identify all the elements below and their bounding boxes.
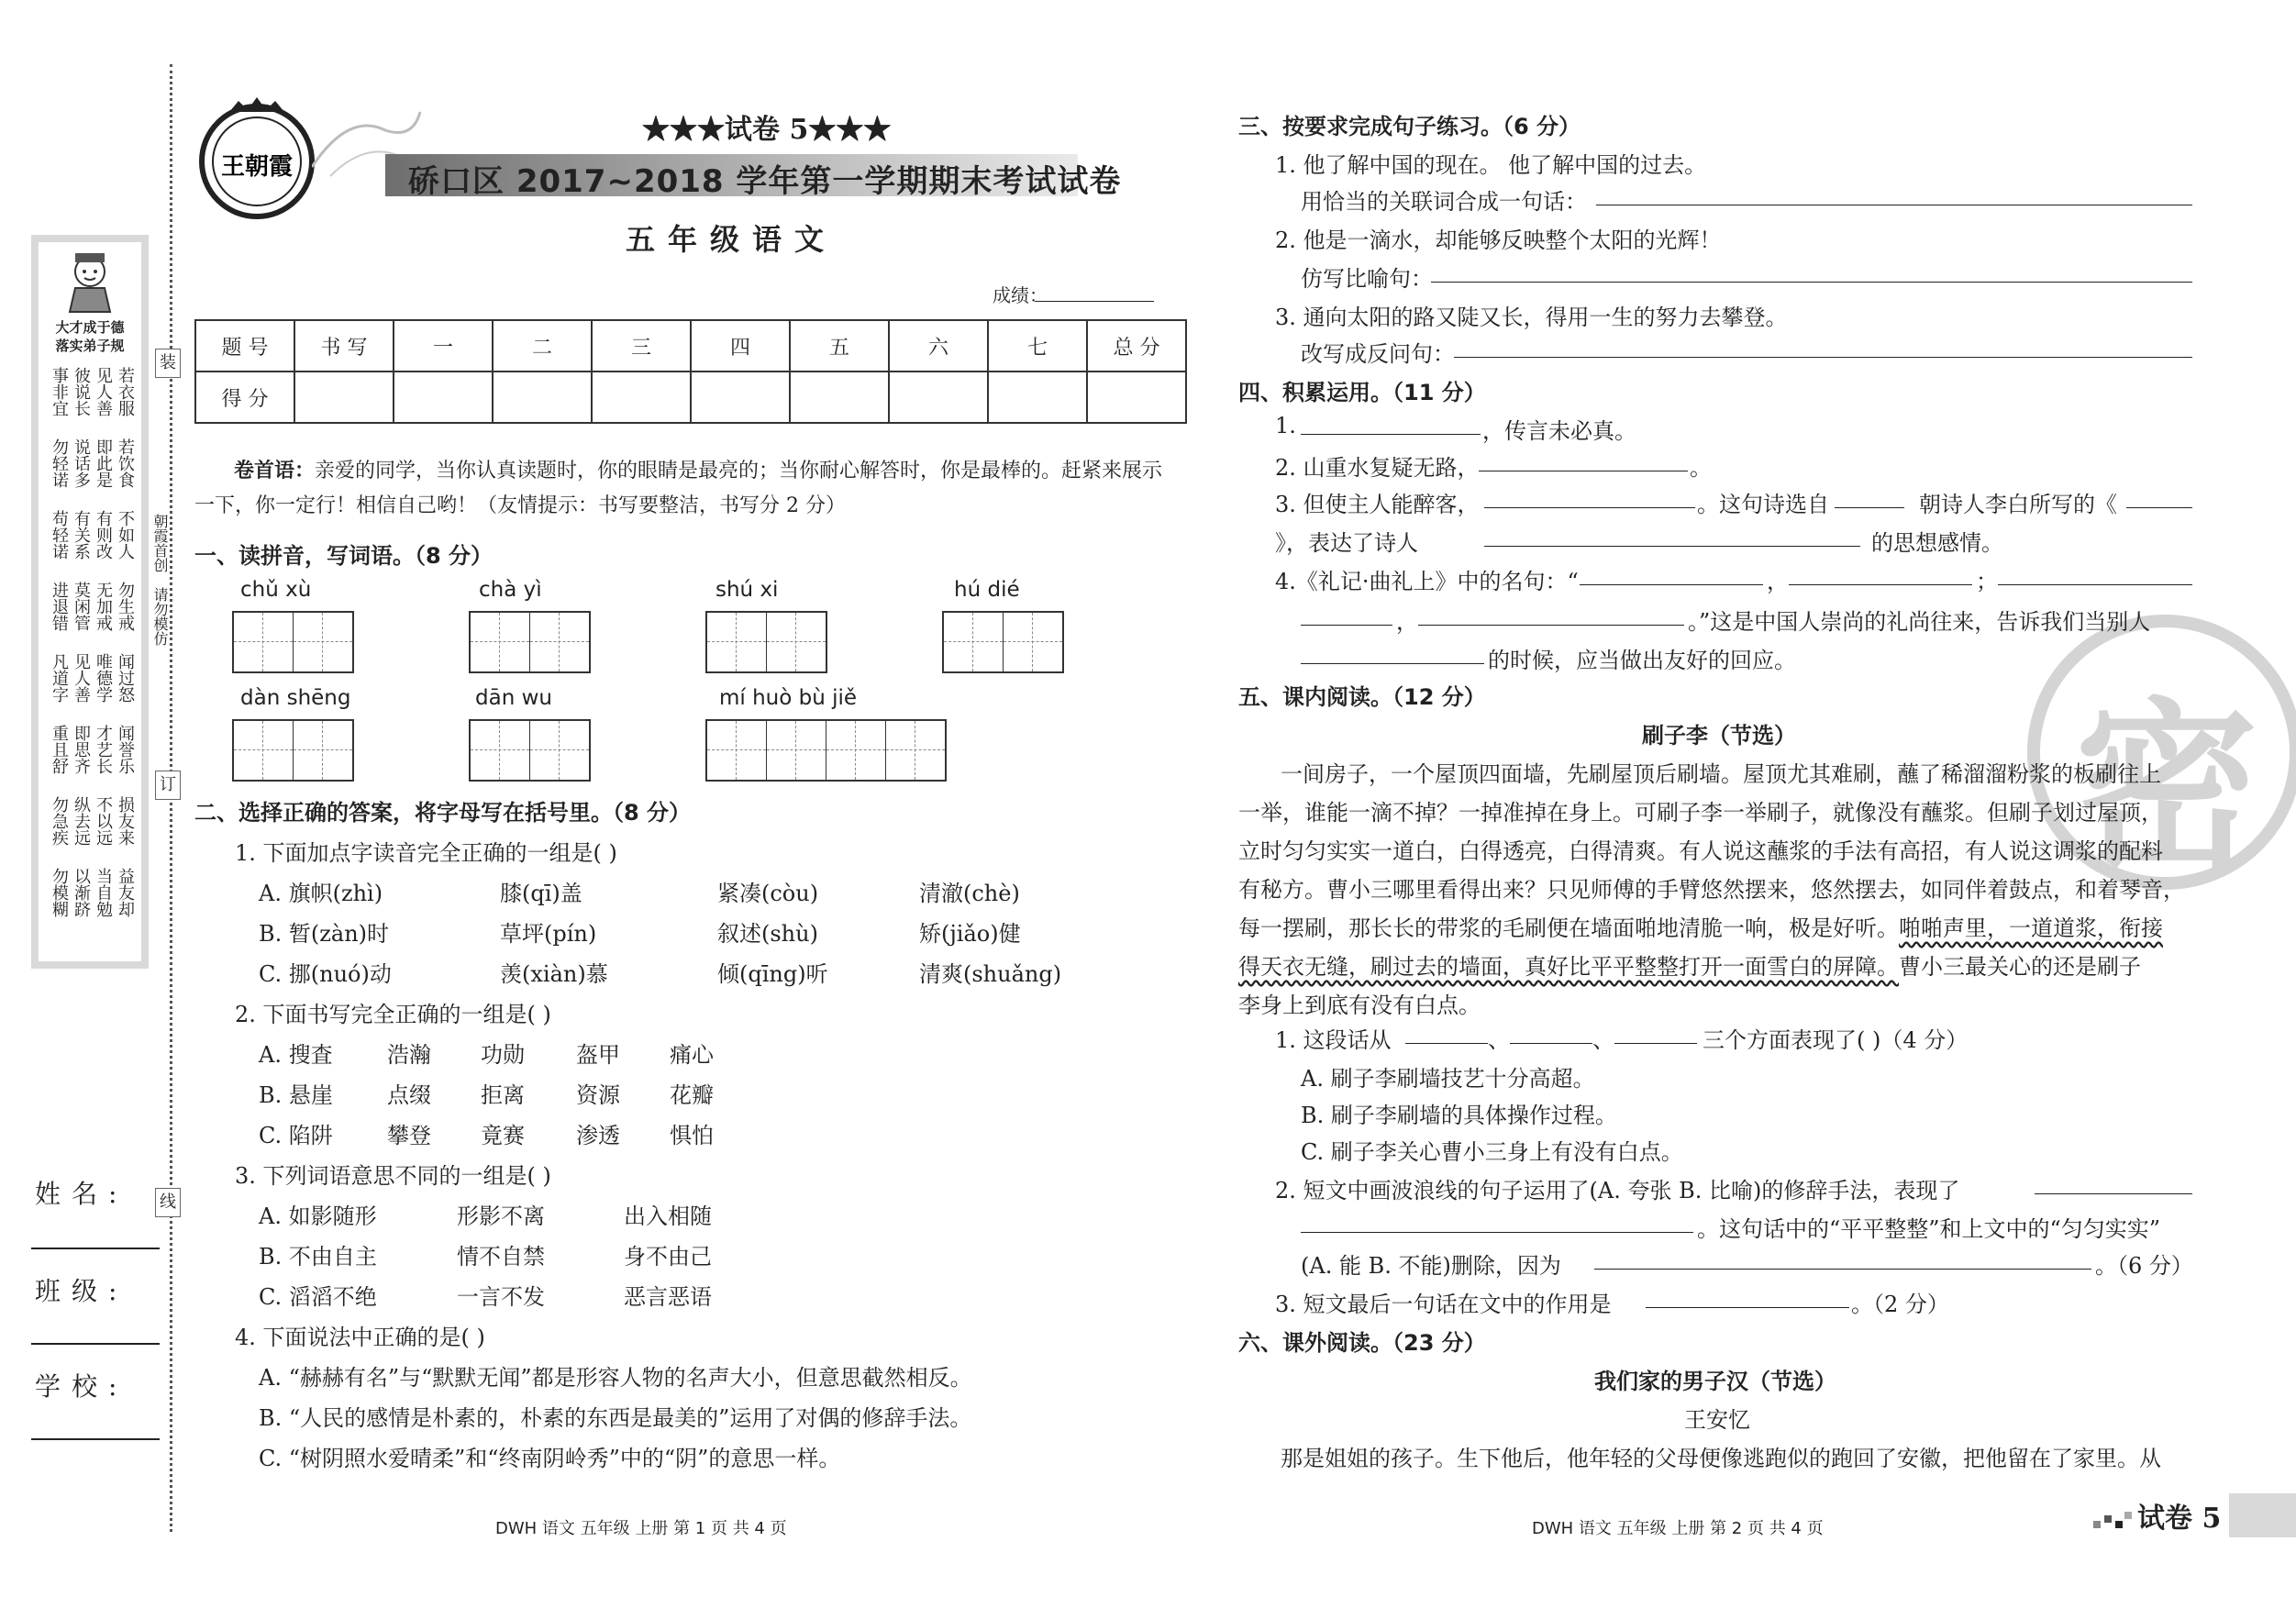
answer-line[interactable] xyxy=(1479,470,1688,471)
answer-line[interactable] xyxy=(1484,545,1860,547)
answer-option: 草坪(pín) xyxy=(500,921,597,947)
motto-line: 大才成于德 xyxy=(55,319,125,336)
score-table-header: 六 xyxy=(889,320,988,372)
answer-option: 花瓣 xyxy=(670,1082,714,1108)
rule-column: 若衣服 xyxy=(116,367,135,416)
question: 的思想感情。 xyxy=(1871,530,2003,556)
motto-line: 落实弟子规 xyxy=(55,338,125,354)
answer-option: 攀登 xyxy=(387,1123,431,1148)
question: 。这句话中的“平平整整”和上文中的“匀匀实实” xyxy=(1697,1216,2161,1242)
question: 、 xyxy=(1592,1027,1614,1053)
score-cell[interactable] xyxy=(294,372,394,423)
rule-column: 勿模糊 xyxy=(50,868,69,917)
pinyin: dàn shēng xyxy=(240,686,351,710)
answer-option: 渗透 xyxy=(576,1123,620,1148)
rule-column: 事非宜 xyxy=(50,367,69,416)
score-cell[interactable] xyxy=(790,372,889,423)
rule-column: 益友却 xyxy=(116,868,135,917)
answer-option: A. “赫赫有名”与“默默无闻”都是形容人物的名声大小，但意思截然相反。 xyxy=(259,1365,972,1391)
answer-line[interactable] xyxy=(2126,506,2192,508)
rule-block xyxy=(48,796,136,846)
question: 1. 这段话从 xyxy=(1275,1027,1392,1053)
answer-option: 矫(jiǎo)健 xyxy=(919,921,1021,947)
answer-option: 形影不离 xyxy=(457,1203,545,1229)
rule-column: 纵去远 xyxy=(72,796,91,846)
answer-option: 叙述(shù) xyxy=(717,921,818,947)
question: 3. 通向太阳的路又陡又长，得用一生的努力去攀登。 xyxy=(1275,305,1788,330)
vertical-note: 朝霞首创 xyxy=(151,514,169,572)
writing-grid[interactable] xyxy=(705,719,947,782)
answer-option: 清澈(chè) xyxy=(919,881,1020,906)
rule-column: 彼说长 xyxy=(72,367,91,416)
rule-column: 有则改 xyxy=(94,510,113,560)
answer-option: 膝(qī)盖 xyxy=(500,881,582,906)
score-cell[interactable] xyxy=(691,372,790,423)
passage-title: 我们家的男子汉（节选） xyxy=(1594,1369,1836,1394)
rule-column: 进退错 xyxy=(50,582,69,631)
answer-option: 点缀 xyxy=(387,1082,431,1108)
question: (A. 能 B. 不能)删除，因为 xyxy=(1301,1253,1561,1279)
question: 2. 山重水复疑无路， xyxy=(1275,455,1480,481)
rule-block xyxy=(48,582,136,631)
score-table-header: 二 xyxy=(493,320,592,372)
answer-option: C. “树阴照水爱晴柔”和“终南阴岭秀”中的“阴”的意思一样。 xyxy=(259,1446,841,1471)
writing-grid[interactable] xyxy=(232,719,354,782)
rule-column: 勿轻诺 xyxy=(50,438,69,488)
cut-mark: 订 xyxy=(155,771,181,800)
answer-line[interactable] xyxy=(1484,506,1695,508)
writing-grid[interactable] xyxy=(705,611,827,673)
answer-option: 盔甲 xyxy=(576,1042,620,1068)
paper-tab-label: 试卷 5 xyxy=(2137,1503,2222,1535)
answer-line[interactable] xyxy=(1431,281,2192,283)
rule-column: 说话多 xyxy=(72,438,91,488)
answer-option: B. 悬崖 xyxy=(259,1082,333,1108)
answer-line[interactable] xyxy=(1835,506,1904,508)
rule-block xyxy=(48,510,136,560)
writing-grid[interactable] xyxy=(469,719,591,782)
question: 、 xyxy=(1488,1027,1510,1053)
paper-number: ★★★试卷 5★★★ xyxy=(642,114,892,146)
answer-option: 出入相随 xyxy=(624,1203,712,1229)
rule-column: 无加戒 xyxy=(94,582,113,631)
answer-option: C. 挪(nuó)动 xyxy=(259,961,392,987)
score-cell[interactable] xyxy=(493,372,592,423)
pinyin: mí huò bù jiě xyxy=(719,686,858,710)
school-label: 学校: xyxy=(35,1371,128,1402)
section-title: 二、选择正确的答案，将字母写在括号里。（8 分） xyxy=(194,800,692,826)
answer-line[interactable] xyxy=(1454,356,2192,358)
answer-line[interactable] xyxy=(1301,1231,1693,1233)
score-field[interactable] xyxy=(1035,301,1154,302)
question: 》，表达了诗人 xyxy=(1275,530,1418,556)
answer-line[interactable] xyxy=(2035,1192,2192,1194)
pinyin: chà yì xyxy=(479,578,542,602)
passage-line: 立时匀匀实实一道白，白得透亮，白得清爽。有人说这蘸浆的手法有高招，有人说这调浆的配料 xyxy=(1238,838,2163,864)
score-table-header: 总 分 xyxy=(1087,320,1186,372)
section-title: 五、课内阅读。（12 分） xyxy=(1238,684,1486,710)
rule-column: 重且舒 xyxy=(50,725,69,774)
answer-line[interactable] xyxy=(1594,1268,2091,1270)
logo-emblem xyxy=(193,94,321,222)
sidebar-panel xyxy=(31,235,149,969)
school-field[interactable] xyxy=(31,1438,160,1440)
section-title: 一、读拼音，写词语。（8 分） xyxy=(194,543,494,569)
answer-line[interactable] xyxy=(1646,1306,1849,1308)
question: 1. 下面加点字读音完全正确的一组是( ) xyxy=(235,840,617,866)
score-cell[interactable] xyxy=(1087,372,1186,423)
passage-line: 那是姐姐的孩子。生下他后，他年轻的父母便像逃跑似的跑回了安徽，把他留在了家里。从 xyxy=(1281,1446,2161,1471)
passage-line: 一间房子，一个屋顶四面墙，先刷屋顶后刷墙。屋顶尤其难刷，蘸了稀溜溜粉浆的板刷往上 xyxy=(1281,761,2161,787)
rule-column: 即此是 xyxy=(94,438,113,488)
score-row-label: 得 分 xyxy=(195,372,294,423)
question: 。（2 分） xyxy=(1851,1292,1949,1317)
answer-line[interactable] xyxy=(1614,1042,1697,1044)
rule-column: 勿急疾 xyxy=(50,796,69,846)
section-title: 三、按要求完成句子练习。（6 分） xyxy=(1238,114,1581,139)
answer-option: A. 如影随形 xyxy=(259,1203,377,1229)
passage-line: 得天衣无缝，刷过去的墙面，真好比平平整整打开一面雪白的屏障。曹小三最关心的还是刷子 xyxy=(1238,954,2141,980)
answer-option: 恶言恶语 xyxy=(624,1284,712,1310)
rule-column: 当自勉 xyxy=(94,868,113,917)
logo-text: 王朝霞 xyxy=(220,153,294,181)
question: 三个方面表现了( )（4 分） xyxy=(1703,1027,1969,1053)
rule-column: 莫闲管 xyxy=(72,582,91,631)
pinyin: chǔ xù xyxy=(240,578,312,602)
rule-block xyxy=(48,653,136,703)
class-field[interactable] xyxy=(31,1343,160,1345)
question: ， xyxy=(1767,569,1789,594)
score-table-header: 四 xyxy=(691,320,790,372)
score-table-header: 书 写 xyxy=(294,320,394,372)
rule-column: 见人善 xyxy=(94,367,113,416)
question: 。”这是中国人崇尚的礼尚往来，告诉我们当别人 xyxy=(1688,609,2151,635)
answer-option: B. 刷子李刷墙的具体操作过程。 xyxy=(1301,1103,1617,1128)
preface-line: 卷首语：亲爱的同学，当你认真读题时，你的眼睛是最亮的；当你耐心解答时，你是最棒的。赶紧来展示 xyxy=(234,459,1163,482)
answer-line[interactable] xyxy=(1580,583,1763,585)
answer-option: 一言不发 xyxy=(457,1284,545,1310)
answer-option: 羡(xiàn)慕 xyxy=(500,961,608,987)
rule-column: 损友来 xyxy=(116,796,135,846)
question: ， xyxy=(1396,609,1418,635)
rule-column: 见人善 xyxy=(72,653,91,703)
class-label: 班级: xyxy=(35,1276,128,1306)
name-label: 姓名: xyxy=(35,1179,128,1209)
answer-line[interactable] xyxy=(1301,624,1392,626)
question: 3. 下列词语意思不同的一组是( ) xyxy=(235,1163,551,1189)
section-title: 六、课外阅读。（23 分） xyxy=(1238,1330,1486,1356)
preface-line: 一下，你一定行！相信自己哟！（友情提示：书写要整洁，书写分 2 分） xyxy=(194,494,846,517)
rule-column: 以渐跻 xyxy=(72,868,91,917)
question-prompt: 用恰当的关联词合成一句话： xyxy=(1301,189,1587,215)
rule-column: 勿生戒 xyxy=(116,582,135,631)
question-number: 1. xyxy=(1275,413,1296,438)
answer-option: 资源 xyxy=(576,1082,620,1108)
subject-title: 五年级语文 xyxy=(626,222,837,257)
question: 朝诗人李白所写的《 xyxy=(1919,492,2117,517)
rule-column: 才艺长 xyxy=(94,725,113,774)
rule-column: 即思齐 xyxy=(72,725,91,774)
question: 。（6 分） xyxy=(2095,1253,2193,1279)
writing-grid[interactable] xyxy=(469,611,591,673)
answer-option: A. 刷子李刷墙技艺十分高超。 xyxy=(1301,1066,1595,1092)
answer-line[interactable] xyxy=(1405,1042,1488,1044)
question: 3. 但使主人能醉客， xyxy=(1275,492,1480,517)
rule-column: 闻过怒 xyxy=(116,653,135,703)
answer-option: 倾(qīng)听 xyxy=(717,961,828,987)
page-footer: DWH 语文 五年级 上册 第 2 页 共 4 页 xyxy=(1532,1519,1824,1538)
question: 3. 短文最后一句话在文中的作用是 xyxy=(1275,1292,1612,1317)
rule-column: 苟轻诺 xyxy=(50,510,69,560)
pinyin: hú dié xyxy=(954,578,1020,602)
answer-option: C. 刷子李关心曹小三身上有没有白点。 xyxy=(1301,1139,1683,1165)
rule-column: 凡道字 xyxy=(50,653,69,703)
answer-option: 紧凑(còu) xyxy=(717,881,819,906)
rule-block xyxy=(48,725,136,774)
question: 4.《礼记·曲礼上》中的名句：“ xyxy=(1275,569,1579,594)
question: 2. 短文中画波浪线的句子运用了(A. 夸张 B. 比喻)的修辞手法，表现了 xyxy=(1275,1178,1960,1203)
passage-line: 每一摆刷，那长长的带浆的毛刷便在墙面啪地清脆一响，极是好听。啪啪声里，一道道浆，衔接 xyxy=(1238,915,2163,941)
question-prompt: 仿写比喻句： xyxy=(1301,266,1433,292)
score-cell[interactable] xyxy=(988,372,1087,423)
passage-line: 有秘方。曹小三哪里看得出来？只见师傅的手臂悠然摆来，悠然摆去，如同伴着鼓点，和着琴音， xyxy=(1238,877,2185,903)
answer-option: A. 搜査 xyxy=(259,1042,333,1068)
pinyin: dān wu xyxy=(475,686,552,710)
question: 。这句诗选自 xyxy=(1697,492,1829,517)
child-cartoon-icon xyxy=(62,250,117,314)
rule-column: 不以远 xyxy=(94,796,113,846)
rule-column: 不如人 xyxy=(116,510,135,560)
question-prompt: 改写成反问句： xyxy=(1301,341,1455,367)
answer-option: A. 旗帜(zhì) xyxy=(259,881,383,906)
answer-option: B. “人民的感情是朴素的，朴素的东西是最美的”运用了对偶的修辞手法。 xyxy=(259,1405,972,1431)
answer-option: 竟赛 xyxy=(481,1123,525,1148)
page-title: 硚口区 2017~2018 学年第一学期期末考试试卷 xyxy=(408,163,1122,200)
score-table-header: 题 号 xyxy=(195,320,294,372)
page-footer: DWH 语文 五年级 上册 第 1 页 共 4 页 xyxy=(495,1519,787,1538)
answer-option: 浩瀚 xyxy=(387,1042,431,1068)
answer-option: 惧怕 xyxy=(670,1123,714,1148)
answer-option: 功勋 xyxy=(481,1042,525,1068)
score-cell[interactable] xyxy=(889,372,988,423)
answer-option: 拒离 xyxy=(481,1082,525,1108)
answer-option: 痛心 xyxy=(670,1042,714,1068)
writing-grid[interactable] xyxy=(232,611,354,673)
passage-line: 一举，谁能一滴不掉？一掉准掉在身上。可刷子李一举刷子，就像没有蘸浆。但刷子划过屋顶， xyxy=(1238,800,2163,826)
score-table xyxy=(194,319,1187,424)
section-title: 四、积累运用。（11 分） xyxy=(1238,380,1486,405)
question: ，传言未必真。 xyxy=(1482,418,1636,444)
answer-line[interactable] xyxy=(1510,1042,1592,1044)
question: 2. 下面书写完全正确的一组是( ) xyxy=(235,1002,551,1027)
question: 。 xyxy=(1690,455,1712,481)
question: 4. 下面说法中正确的是( ) xyxy=(235,1325,485,1350)
answer-option: B. 暂(zàn)时 xyxy=(259,921,390,947)
passage-title: 刷子李（节选） xyxy=(1642,723,1796,749)
score-cell[interactable] xyxy=(394,372,493,423)
score-table-header: 一 xyxy=(394,320,493,372)
question: 1. 他了解中国的现在。 他了解中国的过去。 xyxy=(1275,152,1707,178)
answer-option: C. 滔滔不绝 xyxy=(259,1284,377,1310)
answer-line[interactable] xyxy=(1418,624,1684,626)
question: 的时候，应当做出友好的回应。 xyxy=(1488,648,1796,673)
name-field[interactable] xyxy=(31,1248,160,1249)
answer-line[interactable] xyxy=(1301,662,1484,664)
answer-option: B. 不由自主 xyxy=(259,1244,377,1270)
answer-line[interactable] xyxy=(1596,204,2192,205)
rule-column: 有关系 xyxy=(72,510,91,560)
question: ； xyxy=(1976,569,1998,594)
answer-option: 清爽(shuǎng) xyxy=(919,961,1062,987)
passage-line: 李身上到底有没有白点。 xyxy=(1238,993,1481,1018)
answer-option: 情不自禁 xyxy=(457,1244,545,1270)
score-table-header: 七 xyxy=(988,320,1087,372)
rule-column: 唯德学 xyxy=(94,653,113,703)
dots-icon xyxy=(2093,1508,2134,1532)
seal-watermark-text: 密 xyxy=(2075,682,2259,896)
writing-grid[interactable] xyxy=(942,611,1064,673)
passage-author: 王安忆 xyxy=(1684,1407,1750,1433)
answer-line[interactable] xyxy=(1789,583,1972,585)
cut-mark: 装 xyxy=(155,349,181,378)
score-cell[interactable] xyxy=(592,372,691,423)
rule-block xyxy=(48,367,136,416)
paper-tab-bar xyxy=(2229,1493,2296,1537)
answer-option: C. 陷阱 xyxy=(259,1123,333,1148)
rule-block xyxy=(48,438,136,488)
question: 2. 他是一滴水，却能够反映整个太阳的光辉！ xyxy=(1275,227,1722,253)
answer-line[interactable] xyxy=(1998,583,2192,585)
score-table-header: 三 xyxy=(592,320,691,372)
score-label: 成绩： xyxy=(993,284,1048,306)
rule-block xyxy=(48,868,136,917)
score-table-header: 五 xyxy=(790,320,889,372)
answer-line[interactable] xyxy=(1301,433,1481,435)
rule-column: 若饮食 xyxy=(116,438,135,488)
pinyin: shú xi xyxy=(715,578,779,602)
answer-option: 身不由己 xyxy=(624,1244,712,1270)
vertical-note: 请勿模仿 xyxy=(151,587,169,646)
cut-mark: 线 xyxy=(155,1188,181,1217)
rule-column: 闻誉乐 xyxy=(116,725,135,774)
